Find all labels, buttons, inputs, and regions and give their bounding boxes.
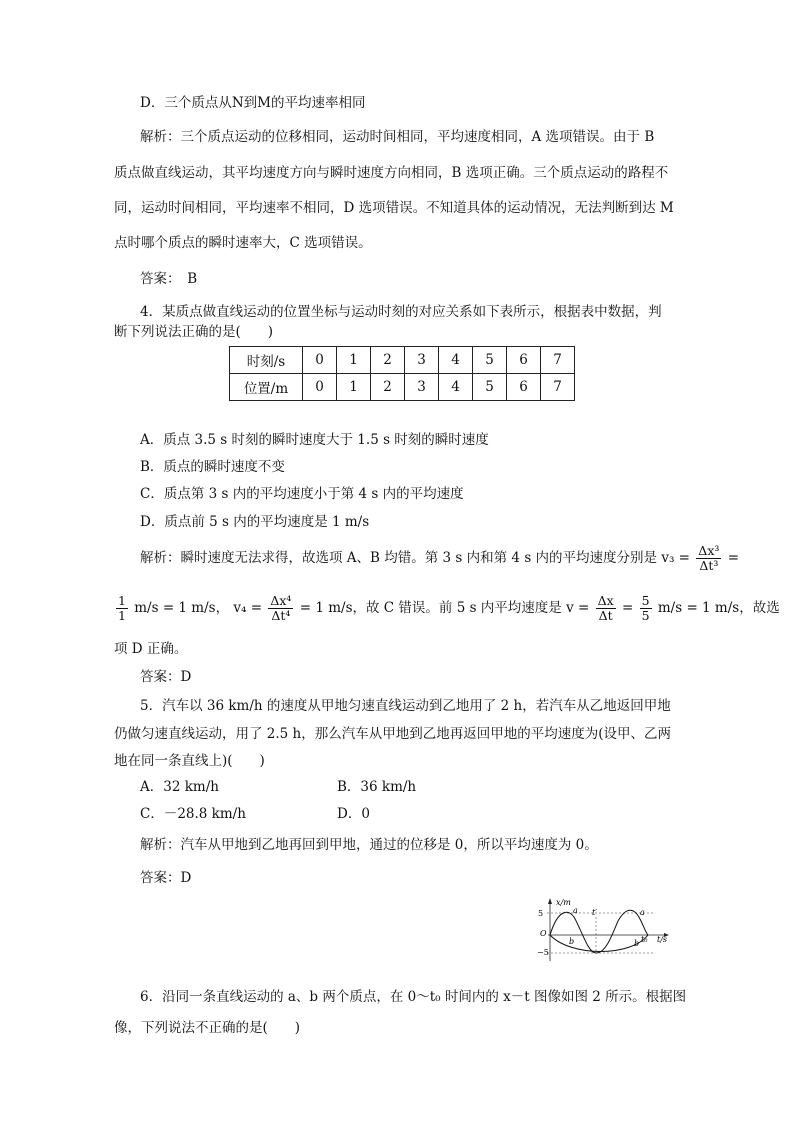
- q4-stem-line-1: 4．某质点做直线运动的位置坐标与运动时刻的对应关系如下表所示，根据表中数据，判: [140, 304, 662, 320]
- fraction-dx4-dt4: [268, 594, 293, 623]
- fraction-5-5: [640, 594, 652, 623]
- denominator: 1: [118, 608, 126, 623]
- denominator: Δt: [598, 608, 613, 623]
- table-cell: 0: [303, 374, 337, 401]
- t-prime-label: t′: [592, 908, 598, 917]
- q4-option-b: B．质点的瞬时速度不变: [140, 459, 285, 475]
- numerator: Δx: [597, 593, 614, 608]
- t0-label: t₀: [641, 935, 648, 944]
- numerator: 1: [118, 593, 126, 608]
- table-header-position: 位置/m: [230, 374, 303, 401]
- q3-analysis-line-4: 点时哪个质点的瞬时速率大，C 选项错误。: [114, 235, 372, 251]
- q5-option-b: B．36 km/h: [337, 779, 417, 795]
- numerator: Δx³: [698, 543, 720, 558]
- table-header-time: 时刻/s: [230, 347, 303, 374]
- numerator: 5: [641, 593, 650, 608]
- q5-option-a: A．32 km/h: [140, 779, 219, 795]
- q4-option-a: A．质点 3.5 s 时刻的瞬时速度大于 1.5 s 时刻的瞬时速度: [140, 432, 489, 448]
- table-cell: 0: [303, 347, 337, 374]
- x-axis-label: t/s: [657, 935, 668, 944]
- table-cell: 4: [439, 347, 473, 374]
- q5-answer: 答案：D: [140, 870, 192, 886]
- time-position-table: [229, 346, 575, 401]
- table-cell: 1: [337, 347, 371, 374]
- denominator: Δt⁴: [271, 608, 291, 623]
- table-cell: 2: [371, 347, 405, 374]
- table-cell: 4: [439, 374, 473, 401]
- equals-sign: =: [727, 550, 739, 566]
- curve-b-label-2: b: [634, 939, 640, 948]
- q3-answer: 答案： B: [140, 271, 198, 287]
- table-cell: 3: [405, 347, 439, 374]
- curve-b-label: b: [569, 937, 575, 946]
- curve-a-label-2: a: [640, 908, 645, 917]
- y-tick-top: 5: [538, 909, 544, 918]
- q6-stem-line-2: 像，下列说法不正确的是( ): [114, 1020, 301, 1036]
- v3-symbol: v₃ =: [661, 550, 690, 566]
- q4-analysis-line-3: 项 D 正确。: [114, 641, 188, 657]
- numerator: Δx⁴: [270, 593, 292, 608]
- q3-analysis-line-2: 质点做直线运动，其平均速度方向与瞬时速度方向相同，B 选项正确。三个质点运动的路程不: [114, 165, 669, 181]
- table-row-time: [230, 347, 575, 374]
- fraction-1-1: [116, 594, 128, 623]
- q5-stem-line-3: 地在同一条直线上)( ): [114, 753, 265, 769]
- q4-option-c: C．质点第 3 s 内的平均速度小于第 4 s 内的平均速度: [140, 486, 464, 502]
- xt-graph-figure: [536, 895, 676, 965]
- table-row-position: [230, 374, 575, 401]
- analysis-text: m/s = 1 m/s，故选: [657, 600, 780, 616]
- q4-option-d: D．质点前 5 s 内的平均速度是 1 m/s: [140, 514, 370, 530]
- analysis-text: m/s = 1 m/s，: [134, 600, 230, 616]
- q5-analysis: 解析：汽车从甲地到乙地再回到甲地，通过的位移是 0，所以平均速度为 0。: [140, 837, 598, 853]
- q5-stem-line-1: 5．汽车以 36 km/h 的速度从甲地匀速直线运动到乙地用了 2 h，若汽车从乙地返回甲地: [140, 698, 671, 714]
- table-cell: 7: [541, 347, 575, 374]
- equals-sign: =: [622, 600, 634, 616]
- origin-label: O: [540, 929, 547, 938]
- q3-option-d: D．三个质点从N到M的平均速率相同: [140, 95, 366, 111]
- table-cell: 6: [507, 374, 541, 401]
- q4-analysis-line-2: [114, 594, 780, 623]
- q3-analysis-line-1: 解析：三个质点运动的位移相同，运动时间相同，平均速度相同，A 选项错误。由于 B: [140, 129, 655, 145]
- table-cell: 6: [507, 347, 541, 374]
- table-cell: 5: [473, 374, 507, 401]
- vbar-symbol: v =: [566, 600, 590, 616]
- q5-option-c: C．－28.8 km/h: [140, 806, 246, 822]
- q4-answer: 答案：D: [140, 669, 192, 685]
- q4-stem-line-2: 断下列说法正确的是( ): [114, 324, 274, 340]
- q3-analysis-line-3: 同，运动时间相同，平均速率不相同，D 选项错误。不知道具体的运动情况，无法判断到达 M: [114, 200, 674, 216]
- q4-analysis-line-1: [140, 544, 739, 573]
- analysis-text: = 1 m/s，故 C 错误。前 5 s 内平均速度是: [299, 600, 562, 616]
- curve-a-label: a: [573, 906, 578, 915]
- analysis-text: 解析：瞬时速度无法求得，故选项 A、B 均错。第 3 s 内和第 4 s 内的平均速度分别是: [140, 550, 658, 566]
- table-cell: 1: [337, 374, 371, 401]
- y-axis-label: x/m: [556, 898, 571, 907]
- denominator: 5: [641, 608, 650, 623]
- table-cell: 3: [405, 374, 439, 401]
- q5-option-d: D．0: [337, 806, 370, 822]
- q5-stem-line-2: 仍做匀速直线运动，用了 2.5 h，那么汽车从甲地到乙地再返回甲地的平均速度为(设甲、乙两: [114, 726, 672, 742]
- denominator: Δt³: [699, 558, 719, 573]
- fraction-dx-dt: [596, 594, 616, 623]
- table-cell: 5: [473, 347, 507, 374]
- v4-symbol: v₄ =: [233, 600, 263, 616]
- fraction-dx3-dt3: [696, 544, 721, 573]
- table-cell: 2: [371, 374, 405, 401]
- table-cell: 7: [541, 374, 575, 401]
- q6-stem-line-1: 6．沿同一条直线运动的 a、b 两个质点，在 0～t₀ 时间内的 x－t 图像如图 2 所示。根据图: [140, 989, 687, 1005]
- y-tick-bottom: −5: [537, 948, 549, 957]
- x-axis-arrow: [548, 898, 552, 904]
